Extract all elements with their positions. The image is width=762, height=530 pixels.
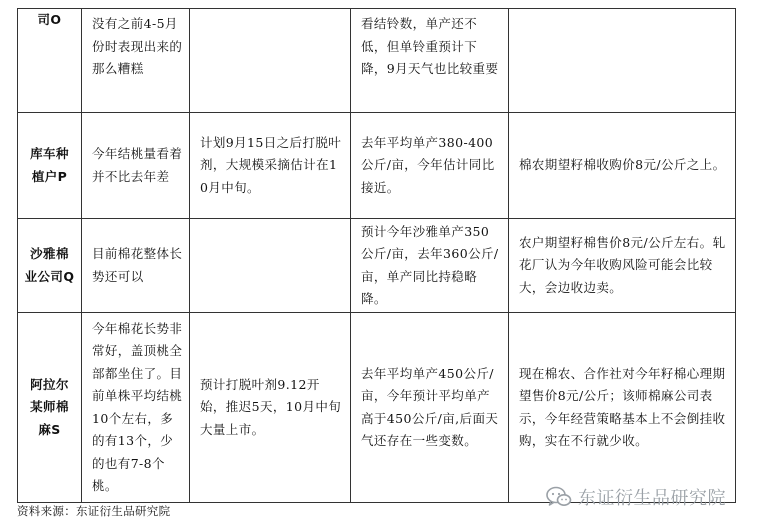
yield-cell: 看结铃数，单产还不低，但单铃重预计下降，9月天气也比较重要 xyxy=(351,9,509,113)
watermark-text: 东证衍生品研究院 xyxy=(578,488,726,509)
source-note: 资料来源：东证衍生品研究院 xyxy=(17,504,171,518)
defoliation-cell: 预计打脱叶剂9.12开始，推迟5天，10月中旬大量上市。 xyxy=(190,313,351,503)
defoliation-cell xyxy=(190,9,351,113)
yield-cell: 去年平均单产450公斤/亩，今年预计平均单产高于450公斤/亩,后面天气还存在一些变数。 xyxy=(351,313,509,503)
growth-cell: 没有之前4-5月份时表现出来的那么糟糕 xyxy=(82,9,190,113)
company-name: 库车种植户P xyxy=(18,113,82,219)
defoliation-cell xyxy=(190,219,351,313)
price-cell xyxy=(509,9,736,113)
growth-cell: 目前棉花整体长势还可以 xyxy=(82,219,190,313)
yield-cell: 预计今年沙雅单产350公斤/亩，去年360公斤/亩，单产同比持稳略降。 xyxy=(351,219,509,313)
survey-table xyxy=(17,8,736,503)
wechat-icon xyxy=(546,486,572,508)
table-row xyxy=(18,313,736,503)
price-cell: 棉农期望籽棉收购价8元/公斤之上。 xyxy=(509,113,736,219)
company-name: 司O xyxy=(18,9,82,113)
defoliation-cell: 计划9月15日之后打脱叶剂，大规模采摘估计在10月中旬。 xyxy=(190,113,351,219)
table-row xyxy=(18,113,736,219)
growth-cell: 今年棉花长势非常好，盖顶桃全部都坐住了。目前单株平均结桃10个左右，多的有13个，少的也有7-8个桃。 xyxy=(82,313,190,503)
growth-cell: 今年结桃量看着并不比去年差 xyxy=(82,113,190,219)
watermark xyxy=(546,484,726,510)
company-name: 沙雅棉业公司Q xyxy=(18,219,82,313)
company-name: 阿拉尔某师棉麻S xyxy=(18,313,82,503)
table-row xyxy=(18,9,736,113)
table-row xyxy=(18,219,736,313)
yield-cell: 去年平均单产380-400公斤/亩，今年估计同比接近。 xyxy=(351,113,509,219)
price-cell: 农户期望籽棉售价8元/公斤左右。轧花厂认为今年收购风险可能会比较大，会边收边卖。 xyxy=(509,219,736,313)
price-cell: 现在棉农、合作社对今年籽棉心理期望售价8元/公斤；该师棉麻公司表示，今年经营策略基本上不会倒挂收购，实在不行就少收。 xyxy=(509,313,736,503)
